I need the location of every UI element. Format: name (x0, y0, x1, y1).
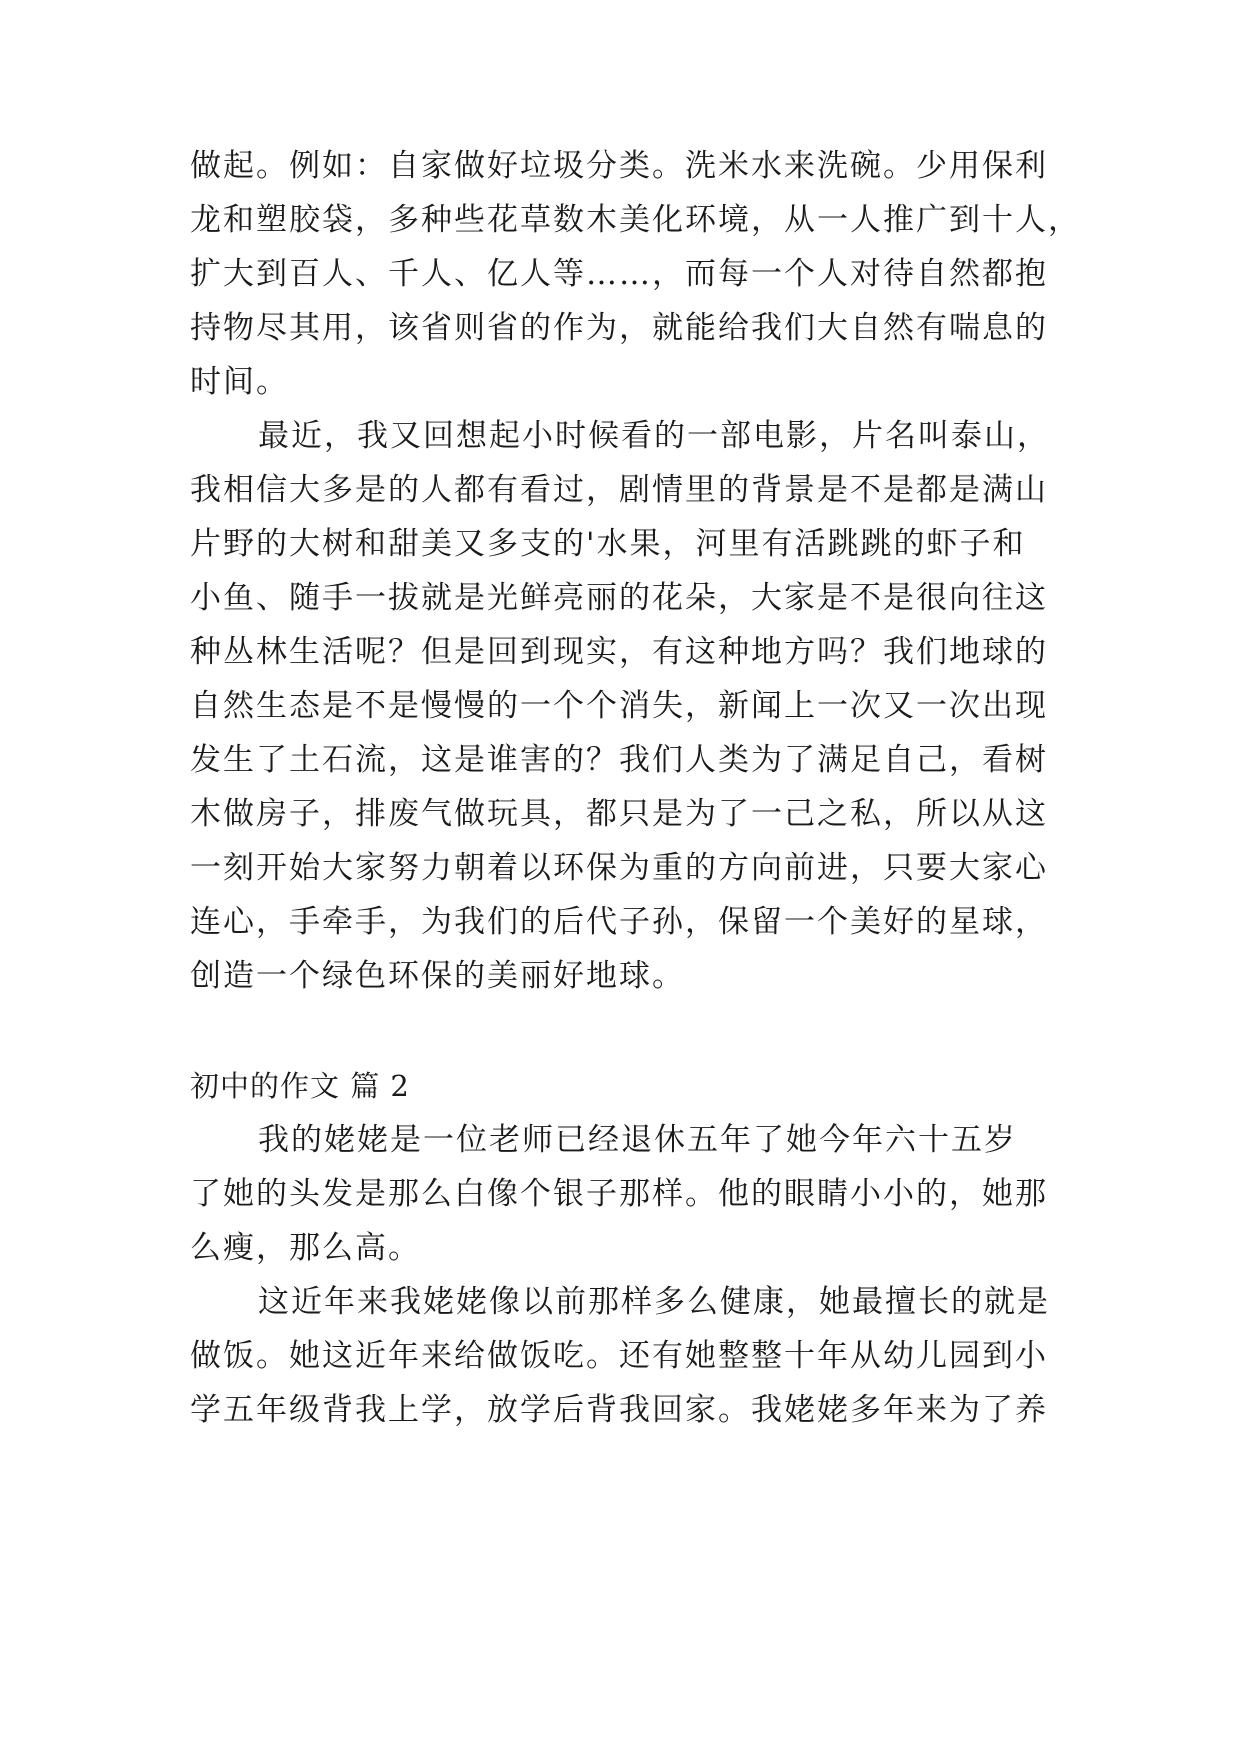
paragraph-line: 么瘦，那么高。 (190, 1230, 421, 1266)
paragraph-line: 学五年级背我上学，放学后背我回家。我姥姥多年来为了养 (190, 1392, 1048, 1428)
paragraph-line: 这近年来我姥姥像以前那样多么健康，她最擅长的就是 (258, 1284, 1050, 1320)
paragraph-line: 做起。例如：自家做好垃圾分类。洗米水来洗碗。少用保利 (190, 148, 1048, 184)
paragraph-line: 做饭。她这近年来给做饭吃。还有她整整十年从幼儿园到小 (190, 1338, 1048, 1374)
paragraph-line: 片野的大树和甜美又多支的'水果，河里有活跳跳的虾子和 (190, 526, 1026, 562)
paragraph-line: 小鱼、随手一拔就是光鲜亮丽的花朵，大家是不是很向往这 (190, 580, 1048, 616)
paragraph-line: 创造一个绿色环保的美丽好地球。 (190, 958, 685, 994)
paragraph-line: 一刻开始大家努力朝着以环保为重的方向前进，只要大家心 (190, 850, 1048, 886)
paragraph-line: 我相信大多是的人都有看过，剧情里的背景是不是都是满山 (190, 472, 1048, 508)
paragraph-line: 我的姥姥是一位老师已经退休五年了她今年六十五岁 (258, 1122, 1017, 1158)
paragraph-line: 最近，我又回想起小时候看的一部电影，片名叫泰山， (258, 418, 1050, 454)
essay-heading: 初中的作文 篇 2 (190, 1069, 410, 1103)
paragraph-line: 连心，手牵手，为我们的后代子孙，保留一个美好的星球， (190, 904, 1048, 940)
paragraph-line: 自然生态是不是慢慢的一个个消失，新闻上一次又一次出现 (190, 688, 1048, 724)
paragraph-line: 种丛林生活呢？但是回到现实，有这种地方吗？我们地球的 (190, 634, 1048, 670)
paragraph-line: 了她的头发是那么白像个银子那样。他的眼睛小小的，她那 (190, 1176, 1048, 1212)
paragraph-line: 时间。 (190, 364, 289, 400)
paragraph-line: 龙和塑胶袋，多种些花草数木美化环境，从一人推广到十人， (190, 202, 1081, 238)
paragraph-line: 木做房子，排废气做玩具，都只是为了一己之私，所以从这 (190, 796, 1048, 832)
paragraph-line: 扩大到百人、千人、亿人等……，而每一个人对待自然都抱 (190, 256, 1048, 292)
paragraph-line: 持物尽其用，该省则省的作为，就能给我们大自然有喘息的 (190, 310, 1048, 346)
paragraph-line: 发生了土石流，这是谁害的？我们人类为了满足自己，看树 (190, 742, 1048, 778)
